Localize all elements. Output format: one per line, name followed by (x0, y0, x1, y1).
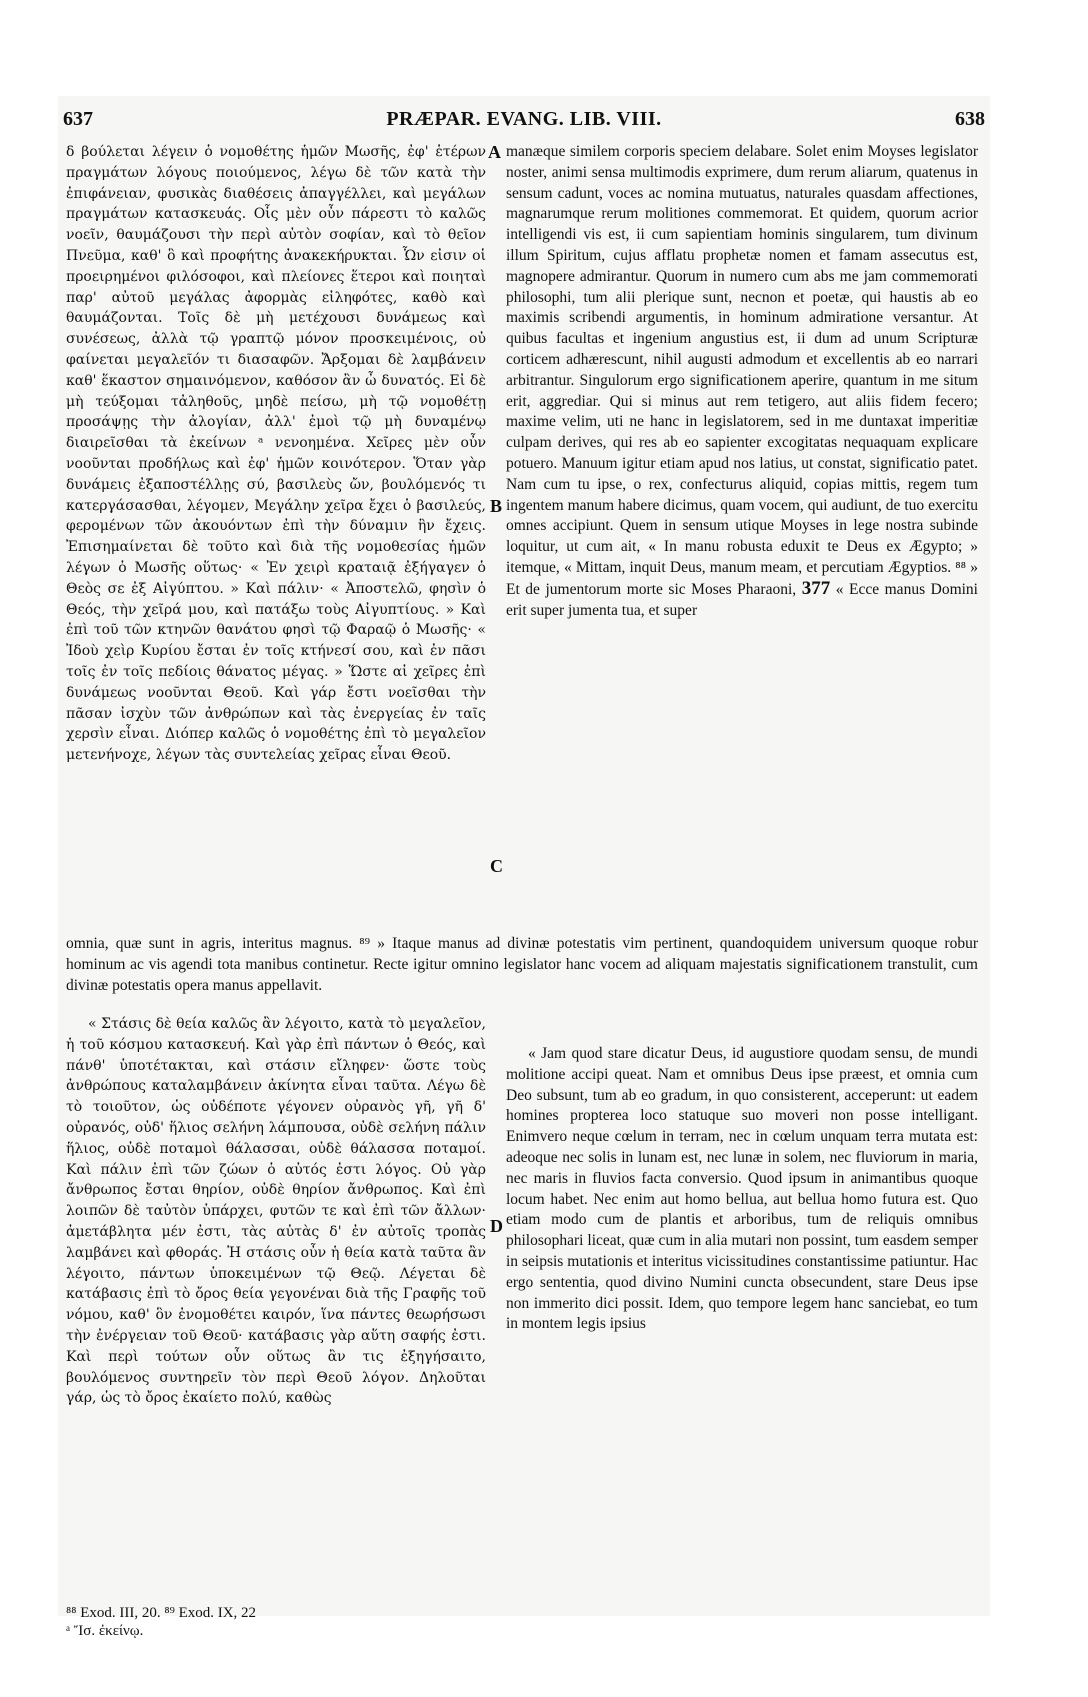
footnote-line: ᵃ Ἴσ. ἐκείνῳ. (66, 1623, 144, 1639)
page-number-left: 637 (63, 108, 93, 130)
latin-paragraph-full: omnia, quæ sunt in agris, interitus magnus. ⁸⁹ » Itaque manus ad divinæ potestatis vim pertinent, quandoquidem universum quoque robur hominum ac vis agendi tota manibus continetur. Recte igitur omnino legislator hanc vocem ad aliquam majestatis significationem transtulit, cum divinæ potestatis opera manus appellavit. (66, 935, 978, 994)
margin-marker-b: B (490, 496, 503, 516)
greek-column-top (66, 142, 486, 766)
margin-marker-a: A (488, 142, 501, 162)
column-number: 377 (801, 577, 831, 599)
latin-paragraph (506, 142, 978, 621)
footnote-line: ⁸⁸ Exod. III, 20. ⁸⁹ Exod. IX, 22 (66, 1605, 257, 1621)
greek-paragraph-2: « Στάσις δὲ θεία καλῶς ἂν λέγοιτο, κατὰ τὸ μεγαλεῖον, ἡ τοῦ κόσμου κατασκευή. Καὶ γὰρ ἐπὶ πάντων ὁ Θεός, καὶ πάνθ' ὑποτέτακται, καὶ στάσιν εἴληφεν· ὥστε τοὺς ἀνθρώπους καταλαμβάνειν ἀκίνητα εἶναι ταῦτα. Λέγω δὲ τὸ τοιοῦτον, ὡς οὐδέποτε γέγονεν οὐρανὸς γῆ, γῆ δ' οὐρανός, οὐδ' ἥλιος σελήνη λάμπουσα, οὐδὲ σελήνη πάλιν ἥλιος, οὐδὲ ποταμοὶ θάλασσαι, οὐδὲ θάλασσα ποταμοί. Καὶ πάλιν ἐπὶ τῶν ζώων ὁ αὐτός ἐστι λόγος. Οὐ γὰρ ἄνθρωπος ἔσται θηρίον, οὐδὲ θηρίον ἄνθρωπος. Καὶ ἐπὶ λοιπῶν δὲ ταὐτὸν ὑπάρχει, φυτῶν τε καὶ ἐπὶ τῶν ἄλλων· ἀμετάβλητα μέν ἐστι, τὰς αὐτὰς δ' ἐν αὐτοῖς τροπὰς λαμβάνει καὶ φθοράς. Ἡ στάσις οὖν ἡ θεία κατὰ ταῦτα ἂν λέγοιτο, πάντων ὑποκειμένων τῷ Θεῷ. Λέγεται δὲ κατάβασις ἐπὶ τὸ ὄρος θεία γεγονέναι διὰ τῆς Γραφῆς τοῦ νόμου, καθ' ὃν ἐνομοθέτει καιρόν, ἵνα πάντες θεωρήσωσι τὴν ἐνέργειαν τοῦ Θεοῦ· κατάβασις γὰρ αὕτη σαφής ἐστι. Καὶ περὶ τούτων οὖν οὕτως ἂν τις ἐξηγήσαιτο, βουλόμενος συντηρεῖν τὸν περὶ Θεοῦ λόγον. Δηλοῦται γάρ, ὡς τὸ ὄρος ἐκαίετο πολύ, καθὼς (66, 1016, 486, 1407)
latin-full-width (66, 934, 978, 996)
page-header (58, 108, 990, 136)
footnotes (66, 1604, 486, 1640)
book-page (58, 96, 990, 1639)
running-title: PRÆPAR. EVANG. LIB. VIII. (386, 108, 662, 130)
latin-column-top (506, 142, 978, 621)
latin-text: manæque similem corporis speciem delabare. Solet enim Moyses legislator noster, animi sensa multimodis exprimere, dum rerum aliarum, quatenus in sensum cadunt, voces ac nomina mutuatus, naturales quasdam affectiones, magnarumque rerum molitiones commemorat. Et quidem, quorum acrior intelligendi vis est, ii cum sapientiam hominis singularem, tum divinum illum Spiritum, cujus afflatu prophetæ nomen et famam assecutus est, magnopere admirantur. Quorum in numero cum abs me jam commemorati philosophi, tum alii plerique sunt, necnon et poetæ, qui haustis ab eo maximis scribendi argumentis, in hominum admiratione versantur. At quibus facultas et ingenium angustius est, ii dum ad unum Scripturæ corticem adhærescunt, nihil augusti admodum et excellentis ab eo narrari arbitrantur. Singulorum ergo significationem aperire, quantum in me situm erit, aggrediar. Qui si minus aut rem tetigero, aut aliis fidem fecero; maxime velim, uti ne hanc in legislatorem, sed in me duntaxat imperitiæ culpam derives, qui res ab eo sapienter excogitatas nequaquam explicare potuero. Manuum igitur etiam apud nos latius, ut constat, significatio patet. Nam cum tu ipse, o rex, confecturus aliquid, copias mittis, regem tum ingentem manum habere dicimus, quam vocem, qui audiunt, de tuo exercitu omnes accipiunt. Quem in sensum utique Moyses in lege nostra subinde loquitur, ut cum ait, « In manu robusta eduxit te Deus ex Ægypto; » itemque, « Mittam, inquit Deus, manum meam, et percutiam Ægyptios. ⁸⁸ » Et de jumentorum morte sic Moses Pharaoni, (506, 143, 978, 598)
page-number-right: 638 (955, 108, 985, 130)
margin-marker-d: D (490, 1216, 503, 1236)
latin-paragraph-2: « Jam quod stare dicatur Deus, id augustiore quodam sensu, de mundi molitione accipi queat. Nam et omnibus Deus ipse præest, et omnia cum Deo subsunt, tum ab eo gradum, in quo consisterent, acceperunt: ut eadem homines propterea loco statuque suo moveri non posse intelligant. Enimvero neque cœlum in terram, nec in cœlum unquam terra mutata est: adeoque nec solis in lunam est, nec lunæ in solem, nec fluviorum in maria, nec maris in fluvios facta conversio. Quod ipsum in animantibus quoque locum habet. Nec enim aut homo bellua, aut bellua homo futura est. Quo etiam modo cum de plantis et arboribus, tum de reliquis omnibus philosophari liceat, quæ cum in alia mutari non possint, tum easdem semper in seipsis mutationis et interitus vicissitudines constantissime patiuntur. Hac ergo sententia, quod divino Numini cuncta obsecundent, stare Deus ipse non immerito dici possit. Idem, quo tempore legem hanc sanciebat, eo tum in montem legis ipsius (506, 1045, 978, 1333)
margin-marker-c: C (490, 856, 503, 876)
greek-column-bottom (66, 1014, 486, 1409)
latin-column-bottom (506, 1044, 978, 1335)
greek-paragraph: δ βούλεται λέγειν ὁ νομοθέτης ἡμῶν Μωσῆς, ἐφ' ἑτέρων πραγμάτων λόγους ποιούμενος, λέγω δὲ τῶν κατὰ τὴν ἐπιφάνειαν, φυσικὰς διαθέσεις ἀπαγγέλλει, καὶ μεγάλων πραγμάτων κατασκευάς. Οἷς μὲν οὖν πάρεστι τὸ καλῶς νοεῖν, θαυμάζουσι τὴν περὶ αὐτὸν σοφίαν, καὶ τὸ θεῖον Πνεῦμα, καθ' ὃ καὶ προφήτης ἀνακεκήρυκται. Ὧν εἰσιν οἱ προειρημένοι φιλόσοφοι, καὶ πλείονες ἕτεροι καὶ ποιηταὶ παρ' αὐτοῦ μεγάλας ἀφορμὰς εἰληφότες, καθὸ καὶ θαυμάζονται. Τοῖς δὲ μὴ μετέχουσι δυνάμεως καὶ συνέσεως, ἀλλὰ τῷ γραπτῷ μόνον προσκειμένοις, οὐ φαίνεται μεγαλεῖόν τι διασαφῶν. Ἄρξομαι δὲ λαμβάνειν καθ' ἕκαστον σημαινόμενον, καθόσον ἂν ὦ δυνατός. Εἰ δὲ μὴ τεύξομαι τἀληθοῦς, μηδὲ πείσω, μὴ τῷ νομοθέτῃ προσάψῃς τὴν ἀλογίαν, ἀλλ' ἐμοὶ τῷ μὴ δυναμένῳ διαιρεῖσθαι τὰ ἐκείνων ᵃ νενοημένα. Χεῖρες μὲν οὖν νοοῦνται προδήλως καὶ ἐφ' ἡμῶν κοινότερον. Ὅταν γὰρ δυνάμεις ἐξαποστέλλῃς σύ, βασιλεὺς ὤν, βουλόμενός τι κατεργάσασθαι, λέγομεν, Μεγάλην χεῖρα ἔχει ὁ βασιλεύς, φερομένων τῶν ἀκουόντων ἐπὶ τὴν δύναμιν ἣν ἔχεις. Ἐπισημαίνεται δὲ τοῦτο καὶ διὰ τῆς νομοθεσίας ἡμῶν λέγων ὁ Μωσῆς οὕτως· « Ἐν χειρὶ κραταιᾷ ἐξήγαγεν ὁ Θεὸς σε ἐξ Αἰγύπτου. » Καὶ πάλιν· « Ἀποστελῶ, φησὶν ὁ Θεός, τὴν χεῖρά μου, καὶ πατάξω τοὺς Αἰγυπτίους. » Καὶ ἐπὶ τοῦ τῶν κτηνῶν θανάτου φησὶ τῷ Φαραῷ ὁ Μωσῆς· « Ἰδοὺ χεὶρ Κυρίου ἔσται ἐν τοῖς κτήνεσί σου, καὶ ἐν πᾶσι τοῖς ἐν τοῖς πεδίοις θάνατος μέγας. » Ὥστε αἱ χεῖρες ἐπὶ δυνάμεως νοοῦνται Θεοῦ. Καὶ γάρ ἔστι νοεῖσθαι τὴν πᾶσαν ἰσχὺν τῶν ἀνθρώπων καὶ τὰς ἐνεργείας ἐν ταῖς χερσὶν εἶναι. Διόπερ καλῶς ὁ νομοθέτης ἐπὶ τὸ μεγαλεῖον μετενήνοχε, λέγων τὰς συντελείας χεῖρας εἶναι Θεοῦ. (66, 144, 486, 764)
latin-text-end: « Ecce manus Domini erit super jumenta tua, et super (506, 580, 978, 619)
